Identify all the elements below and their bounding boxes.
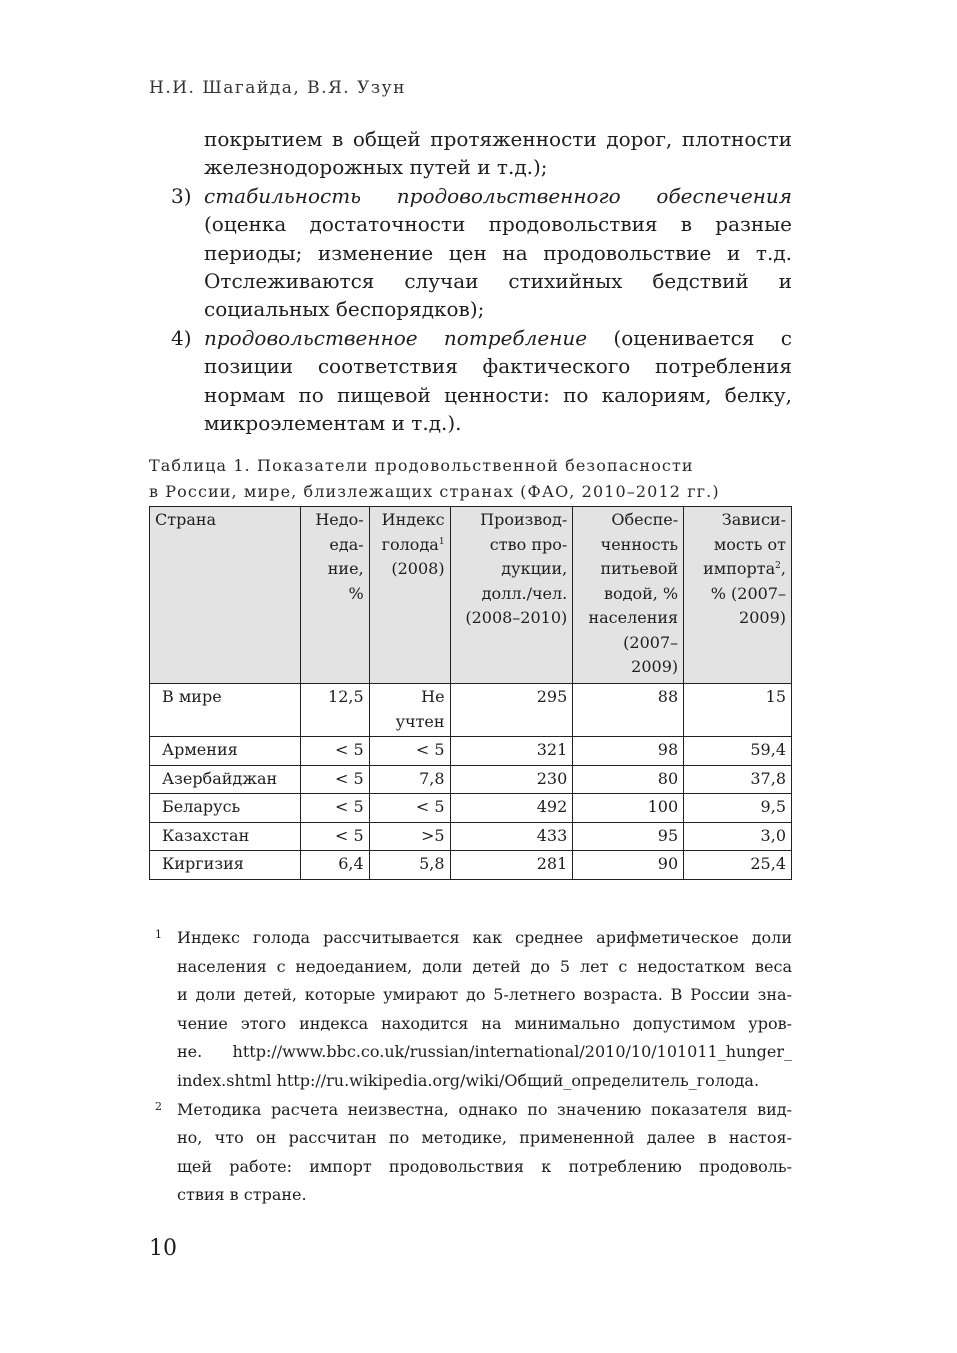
table-row bbox=[150, 794, 792, 823]
cell-water-access: 88 bbox=[573, 684, 684, 737]
footnote-ref: 2 bbox=[775, 561, 781, 571]
cell-import-dependency: 37,8 bbox=[684, 765, 792, 794]
table-row bbox=[150, 765, 792, 794]
cell-hunger-index: < 5 bbox=[369, 794, 450, 823]
cell-country: В мире bbox=[150, 684, 301, 737]
footnote-line: ствия в стране. bbox=[177, 1185, 307, 1205]
cell-country: Азербайджан bbox=[150, 765, 301, 794]
header-water-access: Обеспе- ченность питьевой водой, % населения (2007– 2009) bbox=[573, 507, 684, 684]
footnote-ref: 1 bbox=[438, 536, 445, 547]
cell-undernourishment: 12,5 bbox=[300, 684, 369, 737]
cell-hunger-index: < 5 bbox=[369, 737, 450, 766]
table-row bbox=[150, 684, 792, 737]
table-row bbox=[150, 851, 792, 880]
header-country: Страна bbox=[150, 507, 301, 684]
footnote-link-line[interactable]: не. http://www.bbc.co.uk/russian/international/2010/10/101011_hunger_ bbox=[177, 1042, 792, 1062]
cell-country: Беларусь bbox=[150, 794, 301, 823]
cell-country: Армения bbox=[150, 737, 301, 766]
table-row bbox=[150, 737, 792, 766]
footnote-link-line[interactable]: index.shtml http://ru.wikipedia.org/wiki/Общий_определитель_голода. bbox=[177, 1070, 760, 1090]
cell-production: 492 bbox=[450, 794, 573, 823]
list-item bbox=[149, 182, 792, 324]
cell-undernourishment: < 5 bbox=[300, 765, 369, 794]
cell-undernourishment: < 5 bbox=[300, 822, 369, 851]
cell-undernourishment: < 5 bbox=[300, 794, 369, 823]
cell-undernourishment: 6,4 bbox=[300, 851, 369, 880]
cell-country: Казахстан bbox=[150, 822, 301, 851]
cell-water-access: 100 bbox=[573, 794, 684, 823]
header-production: Производ- ство про- дукции, долл./чел. (2008–2010) bbox=[450, 507, 573, 684]
footnote bbox=[149, 1096, 792, 1210]
cell-import-dependency: 59,4 bbox=[684, 737, 792, 766]
list-item-term: стабильность продовольственного обеспечения bbox=[204, 183, 792, 208]
cell-hunger-index: Не учтен bbox=[369, 684, 450, 737]
footnote-line: населения с недоеданием, доли детей до 5 лет с недостатком веса bbox=[177, 956, 792, 976]
list-item-text: (оценивается с позиции соответствия фактического потребления нормам по пищевой ценности: по калориям, белку, микроэлементам и т.д.). bbox=[204, 325, 792, 436]
table-row bbox=[150, 822, 792, 851]
continuation-line: покрытием в общей протяженности дорог, плотности bbox=[204, 127, 792, 151]
list-item-number: 4) bbox=[171, 325, 192, 350]
cell-water-access: 80 bbox=[573, 765, 684, 794]
cell-import-dependency: 3,0 bbox=[684, 822, 792, 851]
food-security-table bbox=[149, 506, 792, 880]
body-text bbox=[149, 125, 792, 437]
cell-undernourishment: < 5 bbox=[300, 737, 369, 766]
cell-hunger-index: 7,8 bbox=[369, 765, 450, 794]
cell-import-dependency: 15 bbox=[684, 684, 792, 737]
cell-production: 433 bbox=[450, 822, 573, 851]
list-item-term: продовольственное потребление bbox=[204, 325, 588, 350]
cell-production: 321 bbox=[450, 737, 573, 766]
footnote-line: чение этого индекса находится на минимально допустимом уров- bbox=[177, 1013, 792, 1033]
cell-production: 295 bbox=[450, 684, 573, 737]
cell-country: Киргизия bbox=[150, 851, 301, 880]
running-head: Н.И. Шагайда, В.Я. Узун bbox=[149, 78, 407, 98]
cell-water-access: 90 bbox=[573, 851, 684, 880]
footnote-line: Индекс голода рассчитывается как среднее арифметическое доли bbox=[177, 928, 792, 947]
footnote-line: щей работе: импорт продовольствия к потреблению продоволь- bbox=[177, 1156, 792, 1176]
list-item-text: (оценка достаточности продовольствия в разные периоды; изменение цен на продовольствие и т.д. Отслеживаются случаи стихийных бедствий и социальных беспорядков); bbox=[204, 212, 792, 322]
footnote-marker: 1 bbox=[155, 928, 162, 941]
cell-import-dependency: 25,4 bbox=[684, 851, 792, 880]
footnote-line: и доли детей, которые умирают до 5-летнего возраста. В России зна- bbox=[177, 985, 792, 1005]
footnote-line: но, что он рассчитан по методике, примененной далее в настоя- bbox=[177, 1128, 792, 1148]
cell-hunger-index: >5 bbox=[369, 822, 450, 851]
list-item-number: 3) bbox=[171, 183, 192, 208]
cell-import-dependency: 9,5 bbox=[684, 794, 792, 823]
header-hunger-index: Индекс голода$^1$ (2008) bbox=[369, 507, 450, 684]
header-import-dependency: Зависи- мость от импорта$^2$, % (2007– 2009) bbox=[684, 507, 792, 684]
continuation-paragraph bbox=[204, 125, 792, 182]
footnotes bbox=[149, 924, 792, 1210]
cell-hunger-index: 5,8 bbox=[369, 851, 450, 880]
header-undernourishment: Недо- еда- ние, % bbox=[300, 507, 369, 684]
table-caption-line: Таблица 1. Показатели продовольственной безопасности bbox=[149, 456, 694, 475]
cell-production: 281 bbox=[450, 851, 573, 880]
list-item bbox=[149, 324, 792, 438]
table-caption bbox=[149, 453, 792, 505]
cell-water-access: 98 bbox=[573, 737, 684, 766]
cell-water-access: 95 bbox=[573, 822, 684, 851]
continuation-line: железнодорожных путей и т.д.); bbox=[204, 155, 548, 180]
footnote-line: Методика расчета неизвестна, однако по значению показателя вид- bbox=[177, 1099, 792, 1119]
cell-production: 230 bbox=[450, 765, 573, 794]
table-caption-line: в России, мире, близлежащих странах (ФАО, 2010–2012 гг.) bbox=[149, 482, 720, 501]
page-number: 10 bbox=[149, 1236, 177, 1261]
table-header-row bbox=[150, 507, 792, 684]
footnote bbox=[149, 924, 792, 1096]
footnote-marker: 2 bbox=[155, 1099, 162, 1113]
